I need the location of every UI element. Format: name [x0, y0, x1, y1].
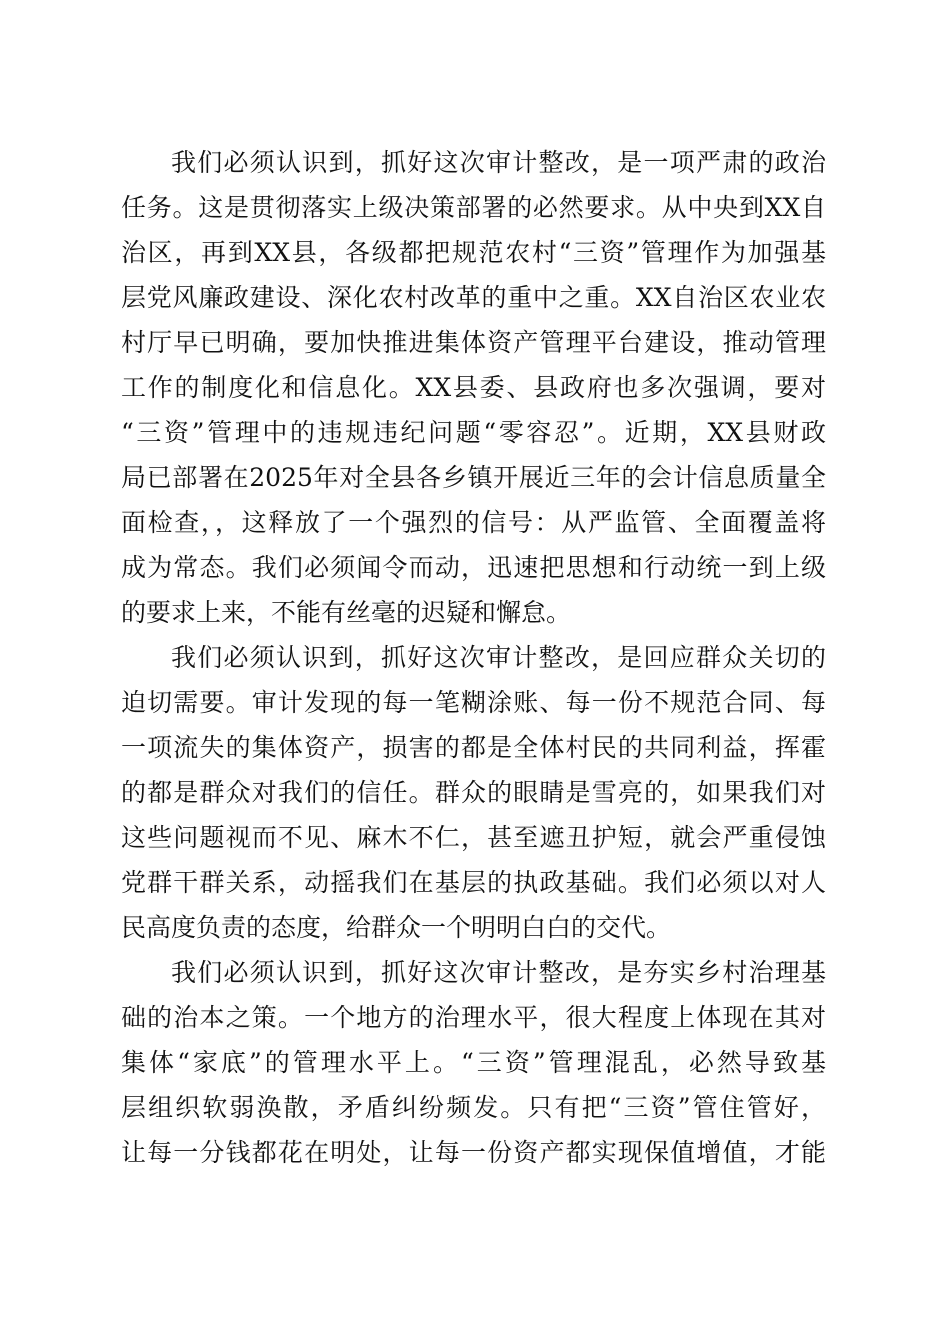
paragraph-line: 的都是群众对我们的信任。群众的眼睛是雪亮的，如果我们对	[121, 778, 826, 807]
paragraph-line: 的要求上来，不能有丝毫的迟疑和懈怠。	[121, 598, 572, 627]
paragraph-line: 我们必须认识到，抓好这次审计整改，是夯实乡村治理基	[171, 958, 826, 987]
paragraph-line: 础的治本之策。一个地方的治理水平，很大程度上体现在其对	[121, 1003, 826, 1032]
paragraph-line: 局已部署在2025年对全县各乡镇开展近三年的会计信息质量全	[121, 463, 826, 492]
paragraph-line: 层组织软弱涣散，矛盾纠纷频发。只有把“三资”管住管好，	[121, 1093, 826, 1122]
document-body	[121, 140, 826, 1175]
paragraph-line: 任务。这是贯彻落实上级决策部署的必然要求。从中央到XX自	[121, 193, 826, 222]
paragraph-line: 集体“家底”的管理水平上。“三资”管理混乱，必然导致基	[121, 1048, 826, 1077]
paragraph-line: 村厅早已明确，要加快推进集体资产管理平台建设，推动管理	[121, 328, 826, 357]
paragraph-political-task	[121, 140, 826, 635]
paragraph-line: 工作的制度化和信息化。XX县委、县政府也多次强调，要对	[121, 373, 826, 402]
paragraph-rural-governance	[121, 950, 826, 1175]
paragraph-line: 层党风廉政建设、深化农村改革的重中之重。XX自治区农业农	[121, 283, 826, 312]
paragraph-line: 迫切需要。审计发现的每一笔糊涂账、每一份不规范合同、每	[121, 688, 826, 717]
paragraph-line: 让每一分钱都花在明处，让每一份资产都实现保值增值，才能	[121, 1138, 826, 1167]
paragraph-line: 我们必须认识到，抓好这次审计整改，是一项严肃的政治	[171, 148, 826, 177]
paragraph-line: “三资”管理中的违规违纪问题“零容忍”。近期，XX县财政	[121, 418, 826, 447]
paragraph-line: 一项流失的集体资产，损害的都是全体村民的共同利益，挥霍	[121, 733, 826, 762]
paragraph-line: 成为常态。我们必须闻令而动，迅速把思想和行动统一到上级	[121, 553, 826, 582]
paragraph-line: 面检查，，这释放了一个强烈的信号：从严监管、全面覆盖将	[121, 508, 826, 537]
paragraph-line: 民高度负责的态度，给群众一个明明白白的交代。	[121, 913, 672, 942]
paragraph-line: 我们必须认识到，抓好这次审计整改，是回应群众关切的	[171, 643, 826, 672]
paragraph-line: 治区，再到XX县，各级都把规范农村“三资”管理作为加强基	[121, 238, 826, 267]
paragraph-line: 这些问题视而不见、麻木不仁，甚至遮丑护短，就会严重侵蚀	[121, 823, 826, 852]
paragraph-public-concern	[121, 635, 826, 950]
paragraph-line: 党群干群关系，动摇我们在基层的执政基础。我们必须以对人	[121, 868, 826, 897]
